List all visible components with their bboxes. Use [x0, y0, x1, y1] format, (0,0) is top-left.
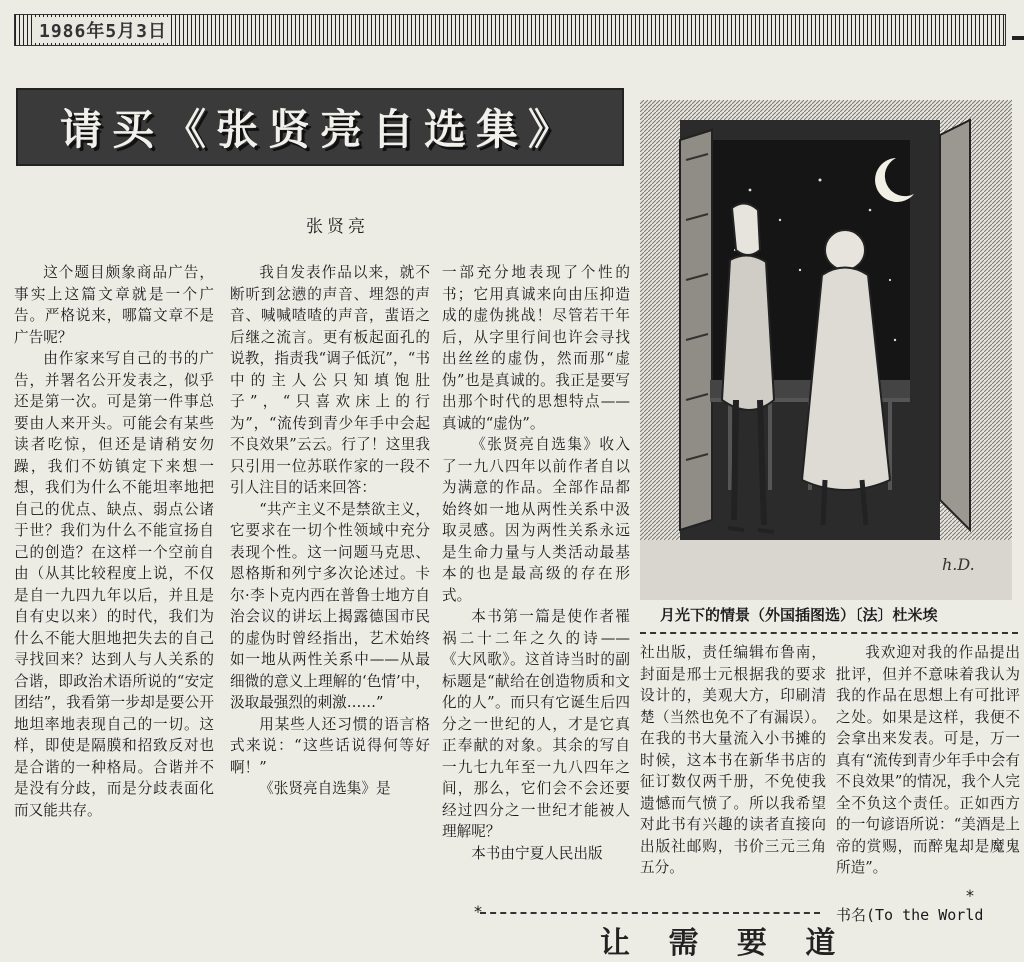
- next-article-teaser: 书名(To the World: [836, 906, 984, 924]
- caption-rule: [640, 632, 1018, 634]
- article-column-2: [230, 262, 430, 800]
- star-ornament: *: [474, 902, 482, 921]
- paragraph: 一部充分地表现了个性的书；它用真诚来向由压抑造成的虚伪挑战！尽管若干年后，从字里行间也许会寻找出丝丝的虚伪，然而那“虚伪”也是真诚的。我正是要写出那个时代的思想特点——真诚的“虚伪”。: [442, 264, 630, 432]
- corner-mark: [1012, 36, 1024, 40]
- paragraph: “共产主义不是禁欲主义，它要求在一切个性领域中充分表现个性。这一问题马克思、恩格斯和列宁多次论述过。卡尔·李卜克内西在普鲁士地方自治会议的讲坛上揭露德国市民的虚伪时曾经指出，艺术始终如一地从两性关系中——从最细微的意义上理解的‘色情’中，汲取最强烈的刺激……”: [230, 500, 430, 711]
- paragraph: 用某些人还习惯的语言格式来说：“这些话说得何等好啊！”: [230, 715, 430, 776]
- issue-date: 1986年5月3日: [35, 17, 171, 43]
- article-column-1: [14, 262, 214, 821]
- paragraph: 由作家来写自己的书的广告，并署名公开发表之，似乎还是第一次。可是第一件事总要由人来开头。可能会有某些读者吃惊，但还是请稍安勿躁，我们不妨镇定下来想一想，我们为什么不能坦率地把自己的优点、缺点、弱点公诸于世？我们为什么不能宣扬自己的创造？在这样一个空前自由（从其比较程度上说，不仅是自一九四九年以后，并且是自有史以来）的时代，我们为什么不能大胆地把失去的自己寻找回来？达到人与人关系的合谐，即政治术语所说的“安定团结”，我看第一步却是要公开地坦率地表现自己的一切。这样，即使是隔膜和招致反对也是合谐的一种格局。合谐并不是没有分歧，而是分歧表面化而又能共存。: [14, 350, 214, 819]
- moonlight-illustration: [640, 100, 1012, 600]
- star-ornament: *: [966, 886, 974, 905]
- paragraph: 这个题目颇象商品广告，事实上这篇文章就是一个广告。严格说来，哪篇文章不是广告呢？: [14, 264, 214, 346]
- paragraph: 我欢迎对我的作品提出批评，但并不意味着我认为我的作品在思想上有可批评之处。如果是这样，我便不会拿出来发表。可是，万一真有“流传到青少年手中会有不良效果”的情况，我个人完全不负这个责任。正如西方的一句谚语所说：“美酒是上帝的赏赐，而醉鬼却是魔鬼所造”。: [836, 644, 1020, 876]
- article-column-4: [640, 642, 826, 879]
- artist-signature: h.D.: [942, 555, 975, 574]
- paragraph: 我自发表作品以来，就不断听到忿懑的声音、埋怨的声音、喊喊喳喳的声音，蜚语之后继之流言。更有板起面孔的说教，指责我“调子低沉”，“书中的主人公只知填饱肚子”，“只喜欢床上的行为”，“流传到青少年手中会起不良效果”云云。行了！这里我只引用一位苏联作家的一段不引人注目的话来回答：: [230, 264, 430, 496]
- paragraph: 本书第一篇是使作者罹祸二十二年之久的诗——《大风歌》。这首诗当时的副标题是“献给在创造物质和文化的人”。而只有它诞生后四分之一世纪的人，才是它真正奉献的对象。其余的写自一九七九年至一九八四年之间，那么，它们会不会还要经过四分之一世纪才能被人理解呢？: [442, 608, 630, 840]
- illustration-caption: 月光下的情景（外国插图选）〔法〕杜米埃: [660, 606, 938, 624]
- article-title-banner: [16, 88, 624, 166]
- paragraph: 《张贤亮自选集》是: [259, 780, 391, 797]
- article-column-5: [836, 642, 1020, 879]
- engraving-drawing: [640, 100, 1012, 600]
- paragraph: 本书由宁夏人民出版: [471, 844, 603, 862]
- masthead-bar: [14, 14, 1006, 46]
- paragraph: 《张贤亮自选集》收入了一九八四年以前作者自以为满意的作品。全部作品都始终如一地从两性关系中汲取灵感。因为两性关系永远是生命力量与人类活动最基本的也是最高级的存在形式。: [442, 436, 630, 604]
- article-column-3: [442, 262, 630, 864]
- section-divider: [480, 912, 820, 914]
- paragraph: 社出版，责任编辑布鲁南，封面是邢士元根据我的要求设计的，美观大方，印刷清楚（当然也免不了有漏误）。在我的书大量流入小书摊的时候，这本书在新华书店的征订数仅两千册，不免使我遗憾而气愤了。所以我希望对此书有兴趣的读者直接向出版社邮购，书价三元三角五分。: [640, 644, 826, 876]
- partial-heading: 让 需 要 道: [600, 926, 850, 961]
- article-title: 请买《张贤亮自选集》: [59, 105, 580, 154]
- article-author: 张贤亮: [306, 217, 369, 237]
